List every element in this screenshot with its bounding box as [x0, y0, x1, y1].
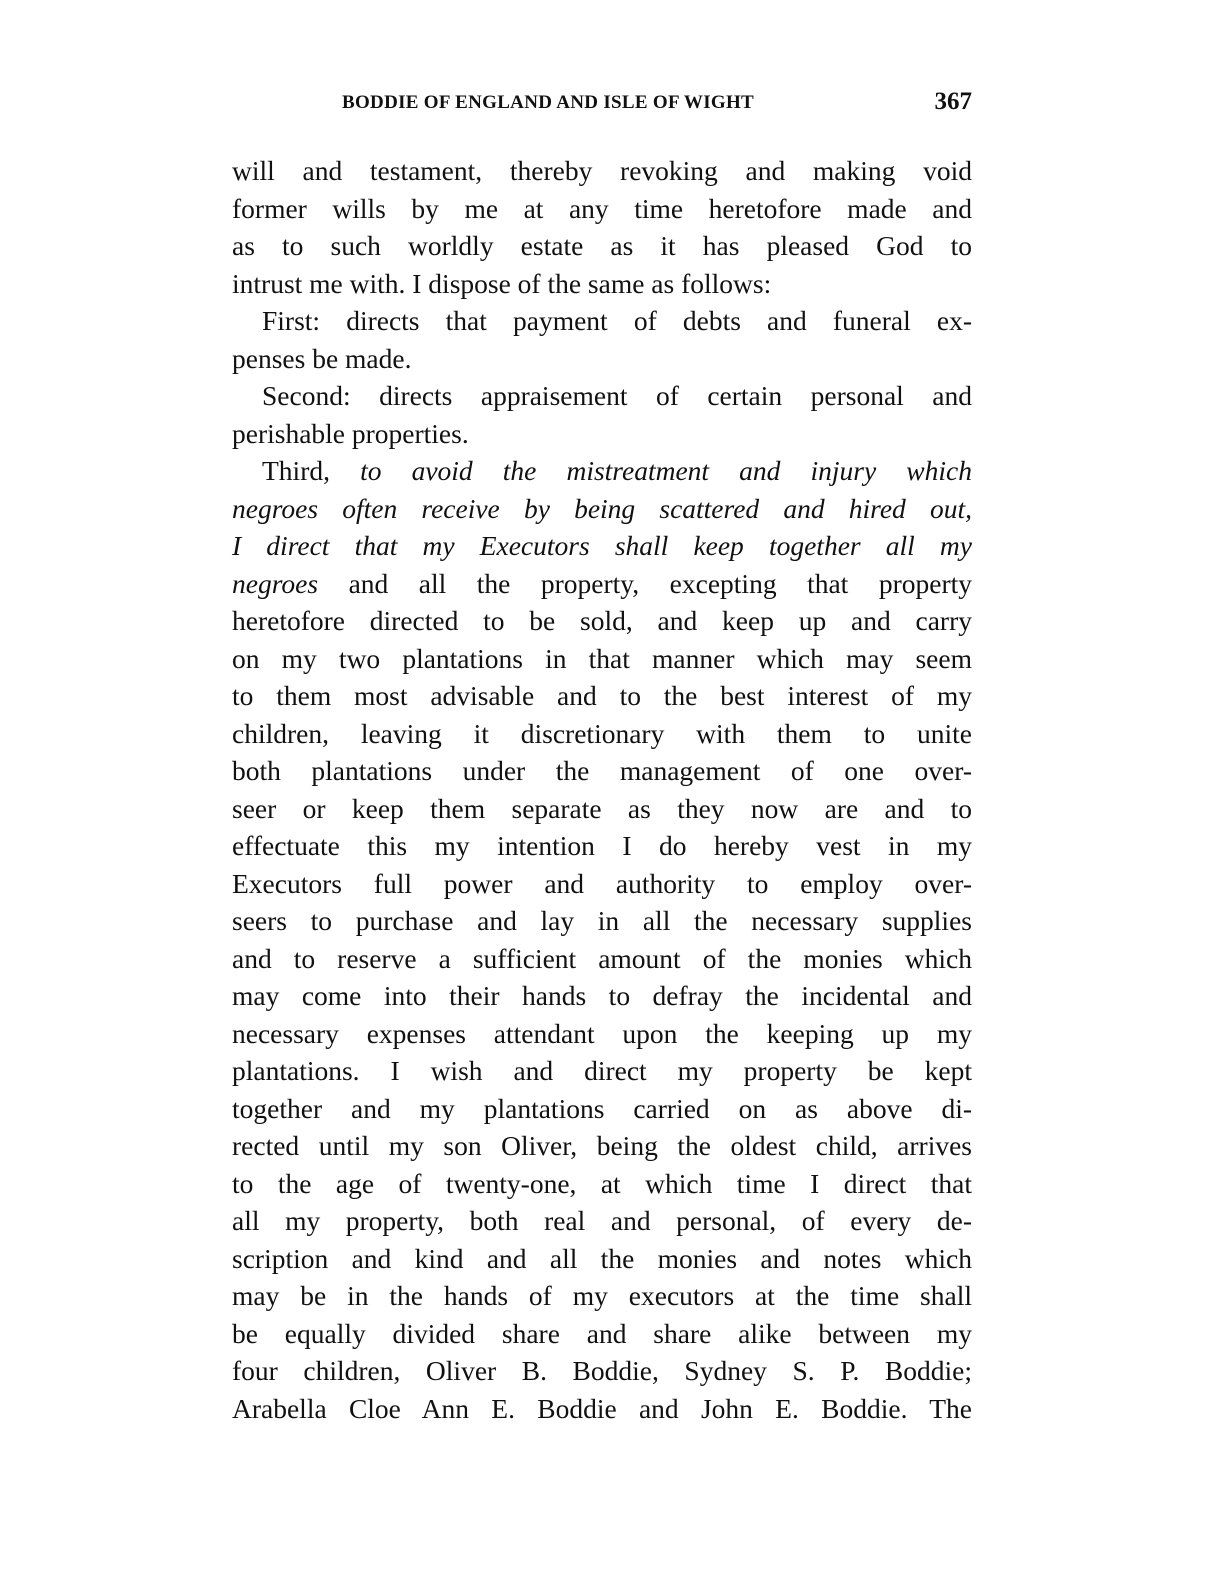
italic-text: to avoid the mistreatment and injury which	[360, 455, 972, 486]
paragraph	[232, 152, 972, 302]
text-line	[232, 752, 972, 790]
text-line	[232, 265, 972, 303]
text-run: intrust me with. I dispose of the same as follows:	[232, 267, 772, 299]
text-line	[232, 340, 972, 378]
text-run: former wills by me at any time heretofore made and	[232, 192, 972, 224]
text-run: children, leaving it discretionary with them to unite	[232, 717, 972, 749]
text-run: to them most advisable and to the best interest of my	[232, 680, 972, 711]
text-line	[232, 902, 972, 940]
running-head	[232, 88, 972, 118]
text-run: penses be made.	[232, 342, 412, 374]
text-line	[232, 377, 972, 415]
text-line	[232, 715, 972, 753]
text-run: Executors full power and authority to employ over-	[232, 867, 972, 899]
text-run: four children, Oliver B. Boddie, Sydney S. P. Boddie;	[232, 1355, 972, 1386]
text-run: necessary expenses attendant upon the keeping up my	[232, 1017, 972, 1049]
text-run: may be in the hands of my executors at the time shall	[232, 1280, 972, 1311]
text-line	[232, 1052, 972, 1090]
text-run: effectuate this my intention I do hereby vest in my	[232, 830, 972, 861]
paragraph	[232, 452, 972, 1427]
page-number: 367	[934, 88, 972, 115]
text-line	[232, 1127, 972, 1165]
text-run: together and my plantations carried on as above di-	[232, 1092, 972, 1124]
text-line	[232, 940, 972, 978]
text-line	[232, 452, 972, 490]
text-line	[232, 527, 972, 565]
text-line	[232, 1277, 972, 1315]
text-run: seer or keep them separate as they now are and to	[232, 792, 972, 824]
text-run: to the age of twenty-one, at which time I direct that	[232, 1167, 972, 1199]
text-run: plantations. I wish and direct my property be kept	[232, 1055, 972, 1086]
text-line	[232, 640, 972, 678]
italic-text: negroes	[232, 567, 319, 599]
text-run: rected until my son Oliver, being the oldest child, arrives	[232, 1130, 972, 1161]
text-line	[232, 677, 972, 715]
text-line	[232, 827, 972, 865]
text-line	[232, 227, 972, 265]
text-run: heretofore directed to be sold, and keep up and carry	[232, 605, 972, 636]
text-run: be equally divided share and share alike between my	[232, 1317, 972, 1349]
text-run: Second: directs appraisement of certain personal and	[262, 380, 972, 411]
text-line	[232, 1352, 972, 1390]
text-run: may come into their hands to defray the incidental and	[232, 980, 972, 1011]
text-line	[232, 190, 972, 228]
body-text	[232, 152, 972, 1427]
text-run: perishable properties.	[232, 417, 469, 449]
text-line	[232, 1240, 972, 1278]
text-run: Third,	[262, 455, 361, 486]
text-line	[232, 1202, 972, 1240]
text-run: on my two plantations in that manner which may seem	[232, 642, 972, 674]
text-line	[232, 1015, 972, 1053]
text-run: scription and kind and all the monies and notes which	[232, 1242, 972, 1274]
italic-text: I direct that my Executors shall keep together all my	[232, 530, 972, 561]
text-line	[232, 415, 972, 453]
text-run: all my property, both real and personal, of every de-	[232, 1205, 972, 1236]
text-run: both plantations under the management of one over-	[232, 755, 972, 786]
text-run: will and testament, thereby revoking and making void	[232, 155, 972, 186]
text-line	[232, 1390, 972, 1428]
text-line	[232, 490, 972, 528]
text-line	[232, 565, 972, 603]
paragraph	[232, 377, 972, 452]
paragraph	[232, 302, 972, 377]
text-run: Arabella Cloe Ann E. Boddie and John E. Boddie. The	[232, 1392, 972, 1424]
text-line	[232, 790, 972, 828]
text-run: seers to purchase and lay in all the necessary supplies	[232, 905, 972, 936]
running-title: BODDIE OF ENGLAND AND ISLE OF WIGHT	[342, 92, 755, 113]
text-run: as to such worldly estate as it has pleased God to	[232, 230, 972, 261]
text-line	[232, 1315, 972, 1353]
text-line	[232, 152, 972, 190]
text-line	[232, 977, 972, 1015]
text-line	[232, 1090, 972, 1128]
text-run: and all the property, excepting that property	[318, 567, 972, 599]
text-line	[232, 1165, 972, 1203]
text-run: First: directs that payment of debts and funeral ex-	[262, 305, 972, 336]
text-line	[232, 865, 972, 903]
text-run: and to reserve a sufficient amount of the monies which	[232, 942, 972, 974]
text-line	[232, 302, 972, 340]
italic-text: negroes often receive by being scattered and hired out,	[232, 492, 972, 524]
text-line	[232, 602, 972, 640]
